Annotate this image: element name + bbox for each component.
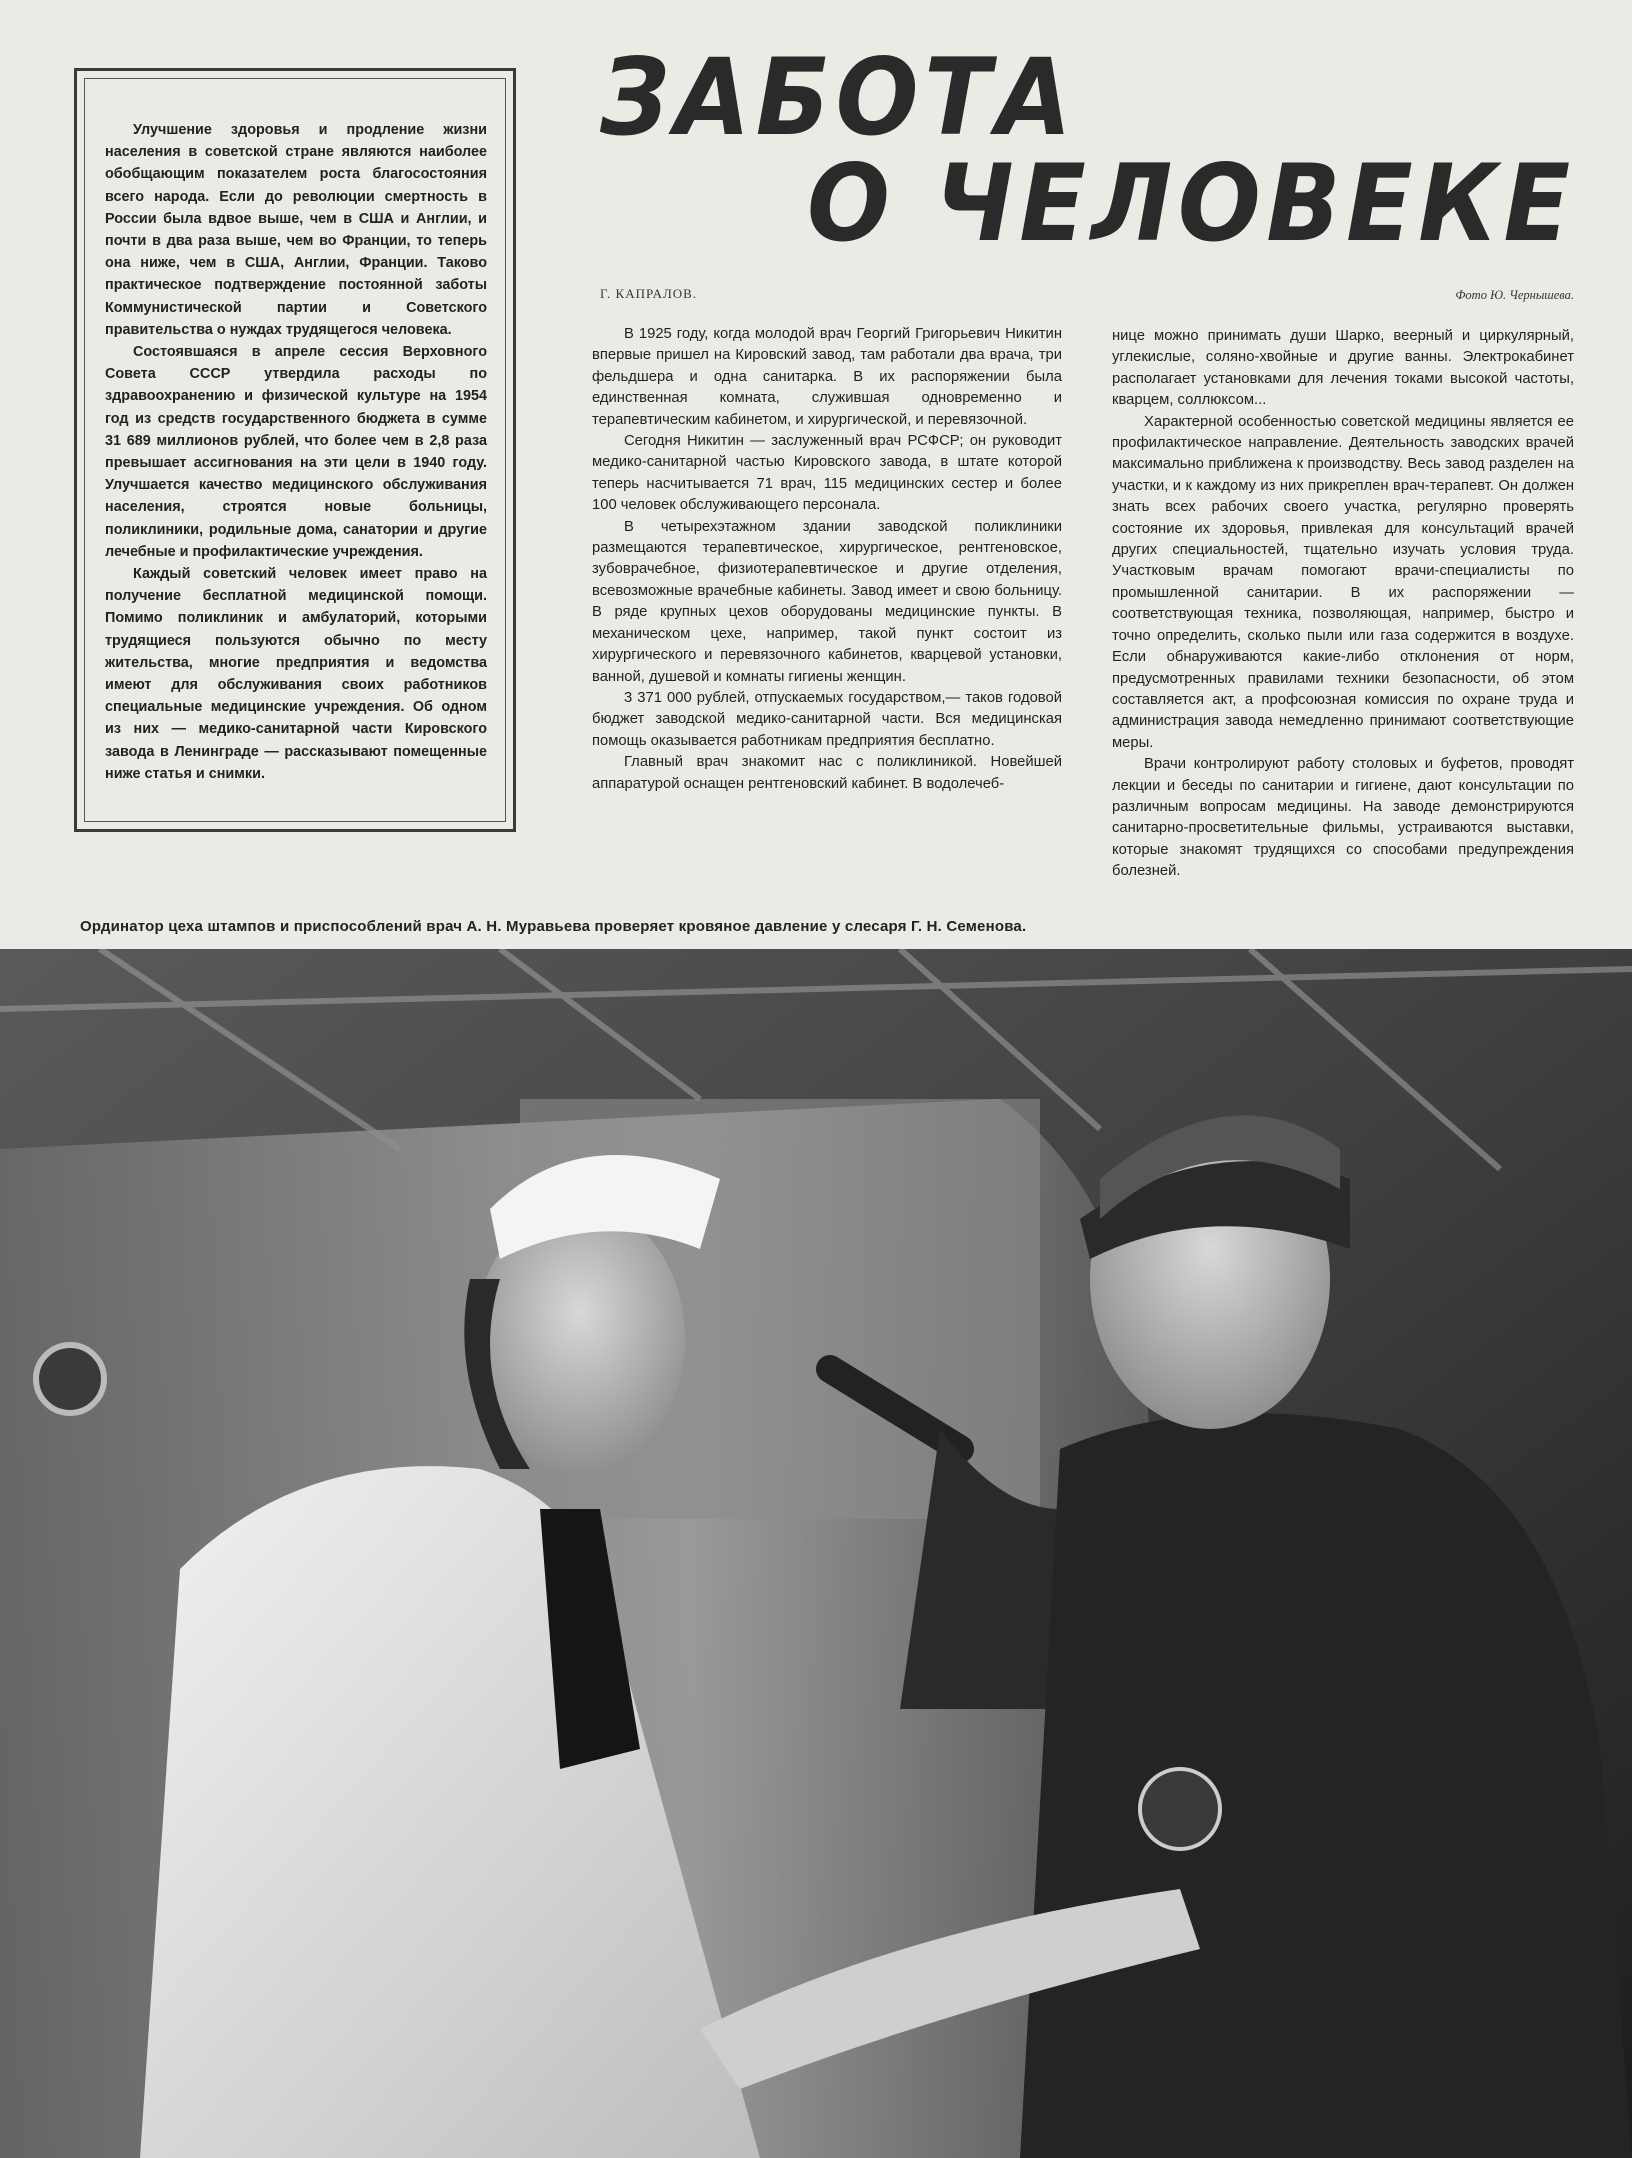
article-column-2 bbox=[1112, 326, 1574, 883]
intro-paragraph: Каждый советский человек имеет право на получение бесплатной медицинской помощи. Помимо поликлиник и амбулаторий, которыми трудящиеся пользуются обычно по месту жительства, многие предприятия и ведомства имеют для обслуживания своих работников специальные медицинские учреждения. Об одном из них — медико-санитарной части Кировского завода в Ленинграде — рассказывают помещенные ниже статья и снимки. bbox=[105, 566, 487, 782]
photo-caption: Ординатор цеха штампов и приспособлений врач А. Н. Муравьева проверяет кровяное давление у слесаря Г. Н. Семенова. bbox=[80, 918, 1027, 935]
article-paragraph: Врачи контролируют работу столовых и буфетов, проводят лекции и беседы по санитарии и гигиене, дают консультации по различным вопросам медицины. На заводе демонстрируются санитарно-просветительные фильмы, устраиваются выставки, которые знакомят трудящихся со способами предупреждения болезней. bbox=[1112, 756, 1574, 880]
intro-paragraph: Улучшение здоровья и продление жизни населения в советской стране являются наиболее обобщающим показателем роста благосостояния всего народа. Если до революции смертность в России была вдвое выше, чем в США и Англии, и почти в два раза выше, чем во Франции, то теперь она ниже, чем в США, Англии, Франции. Таково практическое подтверждение постоянной заботы Коммунистической партии и Советского правительства о нуждах трудящегося человека. bbox=[105, 122, 487, 338]
article-paragraph: В четырехэтажном здании заводской поликлиники размещаются терапевтическое, хирургическое, рентгеновское, зубоврачебное, физиотерапевтическое и другие отделения, всевозможные врачебные кабинеты. Завод имеет и свою больницу. В ряде крупных цехов оборудованы медицинские пункты. В механическом цехе, например, такой пункт состоит из хирургического и перевязочного кабинетов, кварцевой установки, ванной, душевой и комнаты гигиены женщин. bbox=[592, 518, 1062, 685]
intro-paragraph: Состоявшаяся в апреле сессия Верховного Совета СССР утвердила расходы по здравоохранению и физической культуре на 1954 год из средств государственного бюджета в сумме 31 689 миллионов рублей, что более чем в 2,8 раза превышает ассигнования на эти цели в 1940 году. Улучшается качество медицинского обслуживания населения, строятся новые больницы, поликлиники, родильные дома, санатории и другие лечебные и профилактические учреждения. bbox=[105, 344, 487, 560]
article-paragraph: Характерной особенностью советской медицины является ее профилактическое направление. Деятельность заводских врачей максимально приближена к производству. Весь завод разделен на участки, и к каждому из них прикреплен врач-терапевт. Он должен знать всех рабочих своего участка, регулярно проверять состояние их здоровья, привлекая для консультаций врачей других специальностей, тщательно изучать условия труда. Участковым врачам помогают врачи-специалисты по промышленной санитарии. В их распоряжении — соответствующая техника, позволяющая, например, быстро и точно определить, сколько пыли или газа содержится в воздухе. Если обнаруживаются какие-либо отклонения от норм, предусмотренных правилами техники безопасности, об этом составляется акт, а профсоюзная комиссия по охране труда и администрация завода немедленно принимают соответствующие меры. bbox=[1112, 413, 1574, 751]
intro-frame bbox=[84, 78, 506, 822]
photo-illustration bbox=[0, 949, 1632, 2158]
author-byline: Г. КАПРАЛОВ. bbox=[600, 286, 698, 301]
title-line-1: ЗАБОТА bbox=[600, 36, 1078, 159]
article-title bbox=[600, 36, 1576, 265]
article-paragraph: нице можно принимать души Шарко, веерный и циркулярный, углекислые, соляно-хвойные и другие ванны. Электрокабинет располагает установками для лечения токами высокой частоты, кварцем, соллюксом... bbox=[1112, 328, 1574, 409]
article-paragraph: В 1925 году, когда молодой врач Георгий Григорьевич Никитин впервые пришел на Кировский завод, там работали два врача, три фельдшера и одна санитарка. В их распоряжении была единственная комната, служившая одновременно и терапевтическим кабинетом, и хирургической, и перевязочной. bbox=[592, 326, 1062, 428]
photo-doctor-and-worker bbox=[0, 949, 1632, 2158]
machine-bolt bbox=[36, 1345, 104, 1413]
intro-box bbox=[74, 68, 516, 832]
title-line-2: О ЧЕЛОВЕКЕ bbox=[807, 142, 1576, 265]
article-paragraph: Сегодня Никитин — заслуженный врач РСФСР; он руководит медико-санитарной частью Кировского завода, в штате которой теперь насчитывается 71 врач, 115 медицинских сестер и более 100 человек обслуживающего персонала. bbox=[592, 433, 1062, 514]
article-paragraph: Главный врач знакомит нас с поликлиникой. Новейшей аппаратурой оснащен рентгеновский кабинет. В водолечеб- bbox=[592, 754, 1062, 792]
photo-credit: Фото Ю. Чернышева. bbox=[1455, 288, 1574, 302]
article-column-1 bbox=[592, 324, 1062, 795]
article-paragraph: 3 371 000 рублей, отпускаемых государством,— таков годовой бюджет заводской медико-санитарной части. Вся медицинская помощь оказывается работникам предприятия бесплатно. bbox=[592, 689, 1062, 749]
